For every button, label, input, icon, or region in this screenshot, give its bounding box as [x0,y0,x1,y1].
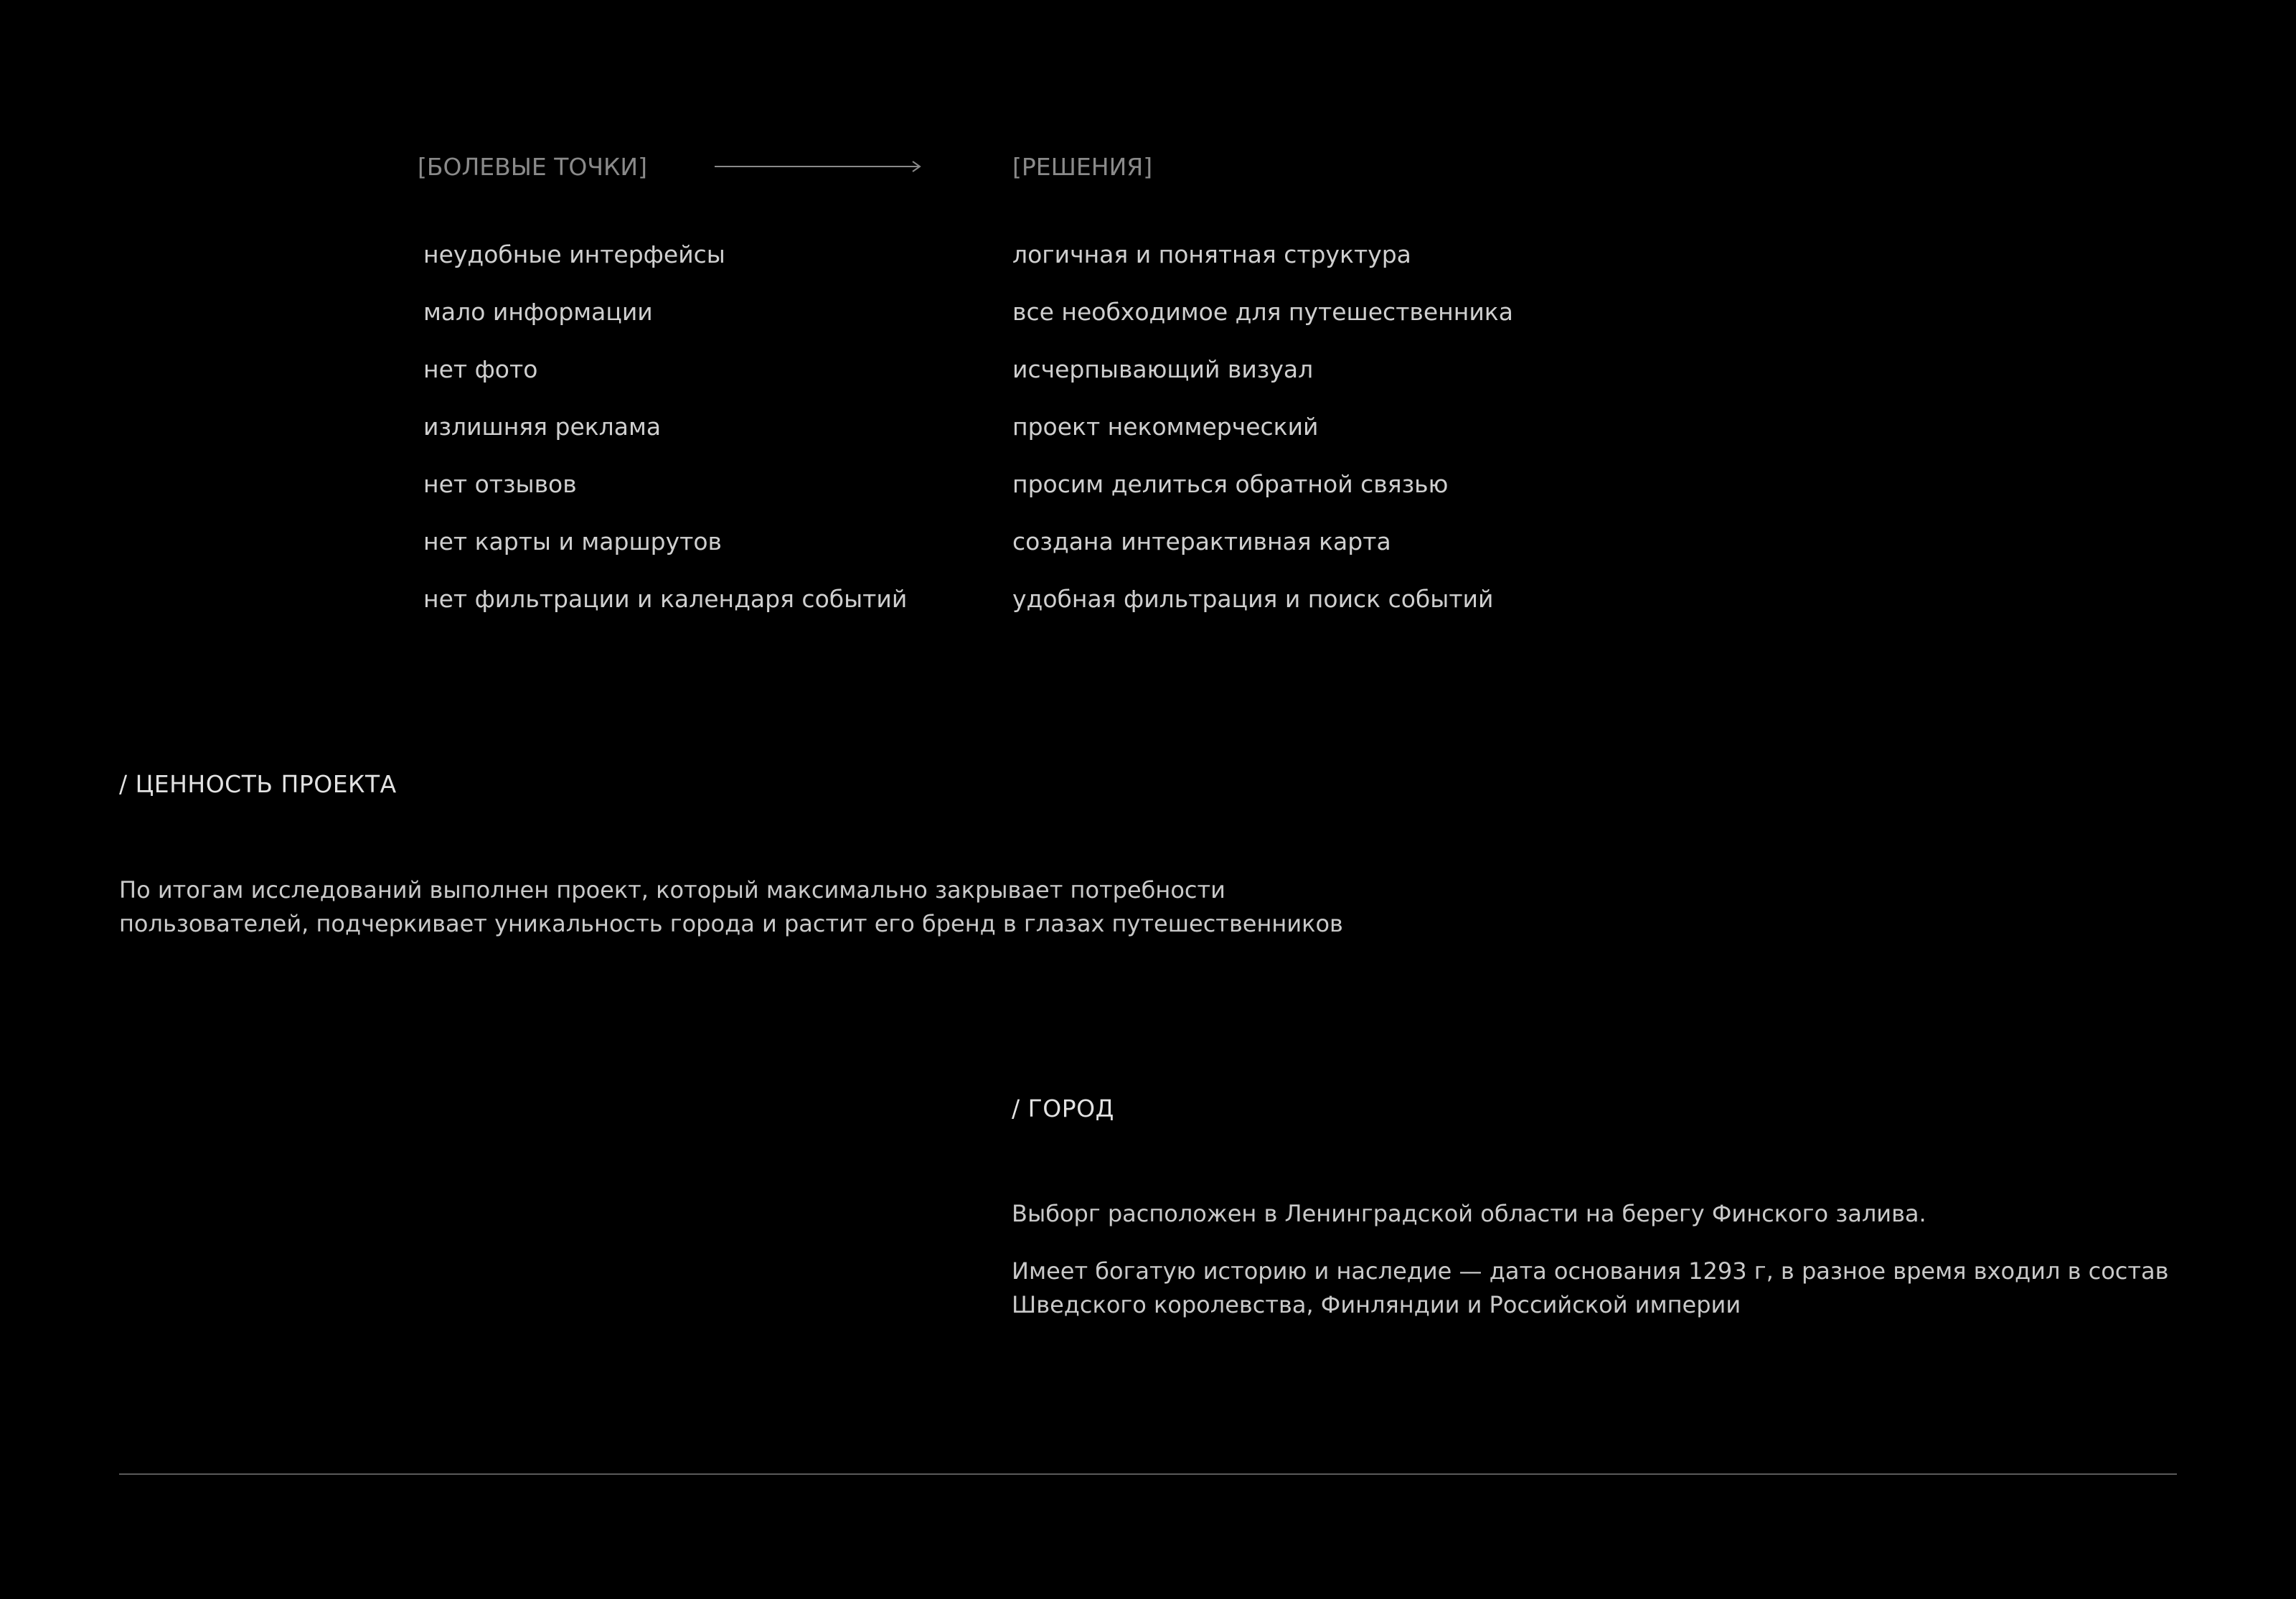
value-text-line: По итогам исследований выполнен проект, который максимально закрывает потребности [119,876,1225,904]
arrow-right-icon [715,158,923,175]
list-item: удобная фильтрация и поиск событий [1012,585,1494,613]
value-text-line: пользователей, подчеркивает уникальность города и растит его бренд в глазах путешественников [119,910,1343,937]
value-text [119,873,1343,941]
list-item: излишняя реклама [423,413,662,441]
list-item: мало информации [423,298,653,326]
list-item: просим делиться обратной связью [1012,470,1449,498]
divider [119,1473,2177,1475]
solutions-list [1012,240,1513,644]
pain-points-label: [БОЛЕВЫЕ ТОЧКИ] [418,153,647,181]
list-item: неудобные интерфейсы [423,240,725,268]
city-paragraph-line: Имеет богатую историю и наследие — дата основания 1293 г, в разное время входил в состав [1012,1257,2169,1285]
pain-points-list [423,240,908,644]
list-item: нет фото [423,355,538,383]
city-paragraph-1: Выборг расположен в Ленинградской области на берегу Финского залива. [1012,1200,1926,1227]
list-item: все необходимое для путешественника [1012,298,1513,326]
city-heading: / ГОРОД [1012,1094,1114,1122]
list-item: проект некоммерческий [1012,413,1319,441]
list-item: создана интерактивная карта [1012,527,1391,555]
list-item: нет фильтрации и календаря событий [423,585,908,613]
list-item: нет карты и маршрутов [423,527,722,555]
list-item: логичная и понятная структура [1012,240,1411,268]
list-item: исчерпывающий визуал [1012,355,1314,383]
city-paragraph-2 [1012,1255,2168,1322]
city-paragraph-line: Шведского королевства, Финляндии и Российской империи [1012,1291,1741,1318]
solutions-label: [РЕШЕНИЯ] [1012,153,1153,181]
list-item: нет отзывов [423,470,577,498]
value-heading: / ЦЕННОСТЬ ПРОЕКТА [119,770,397,798]
